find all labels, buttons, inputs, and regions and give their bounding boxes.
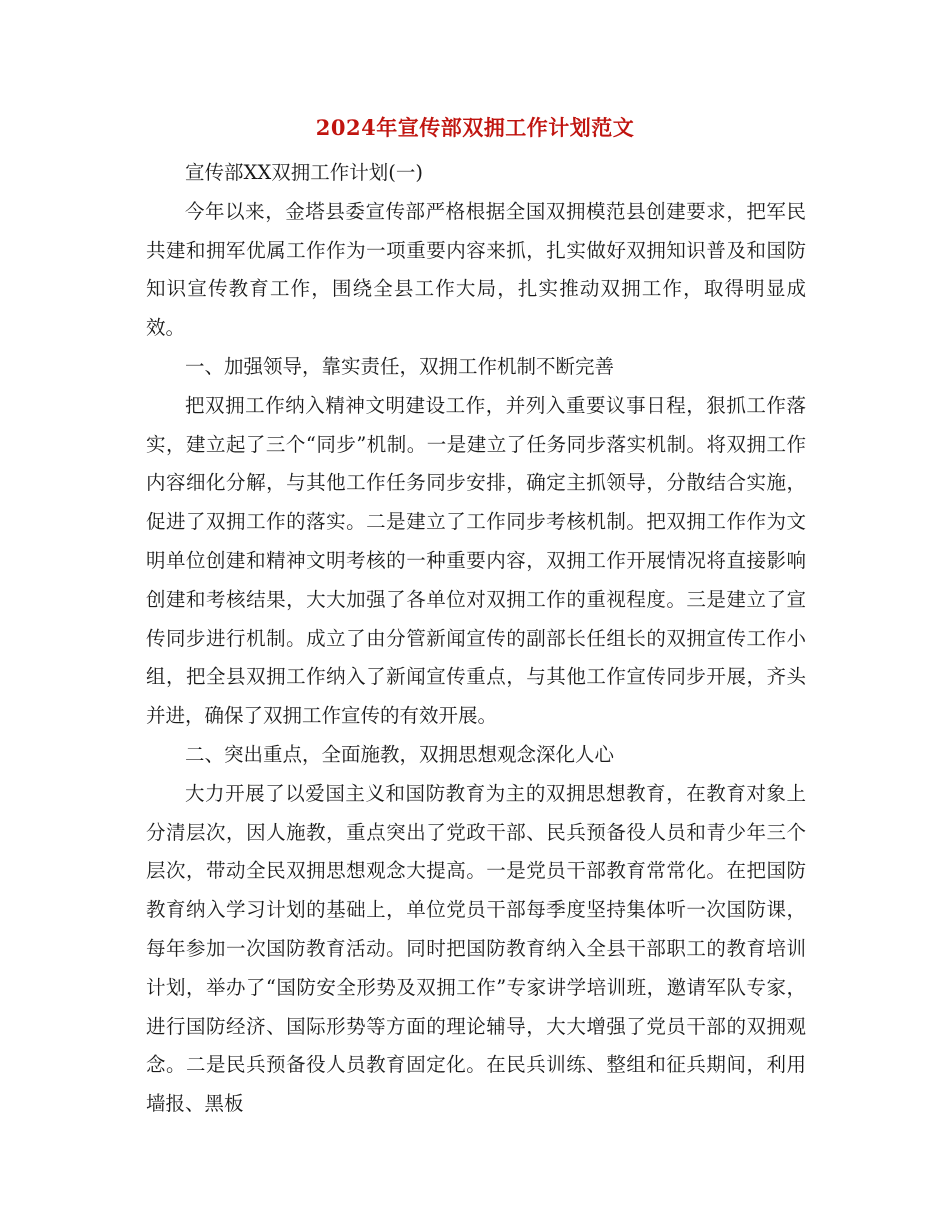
section-heading: 一、加强领导，靠实责任，双拥工作机制不断完善 (185, 354, 615, 378)
body-paragraph: 把双拥工作纳入精神文明建设工作，并列入重要议事日程，狠抓工作落实，建立起了三个“同步”机制。一是建立了任务同步落实机制。将双拥工作内容细化分解，与其他工作任务同步安排，确定主抓领导，分散结合实施，促进了双拥工作的落实。二是建立了工作同步考核机制。把双拥工作作为文明单位创建和精神文明考核的一种重要内容，双拥工作开展情况将直接影响创建和考核结果，大大加强了各单位对双拥工作的重视程度。三是建立了宣传同步进行机制。成立了由分管新闻宣传的副部长任组长的双拥宣传工作小组，把全县双拥工作纳入了新闻宣传重点，与其他工作宣传同步开展，齐头并进，确保了双拥工作宣传的有效开展。 (146, 393, 806, 728)
body-paragraph: 今年以来，金塔县委宣传部严格根据全国双拥模范县创建要求，把军民共建和拥军优属工作作为一项重要内容来抓，扎实做好双拥知识普及和国防知识宣传教育工作，围绕全县工作大局，扎实推动双拥工作，取得明显成效。 (146, 199, 806, 340)
document-body (146, 154, 806, 1124)
section-heading: 二、突出重点，全面施教，双拥思想观念深化人心 (185, 742, 615, 766)
document-title: 2024年宣传部双拥工作计划范文 (315, 115, 635, 140)
subtitle-paragraph: 宣传部XX双拥工作计划(一) (185, 161, 423, 184)
body-paragraph: 大力开展了以爱国主义和国防教育为主的双拥思想教育，在教育对象上分清层次，因人施教，重点突出了党政干部、民兵预备役人员和青少年三个层次，带动全民双拥思想观念大提高。一是党员干部教育常常化。在把国防教育纳入学习计划的基础上，单位党员干部每季度坚持集体听一次国防课，每年参加一次国防教育活动。同时把国防教育纳入全县干部职工的教育培训计划，举办了“国防安全形势及双拥工作”专家讲学培训班，邀请军队专家，进行国防经济、国际形势等方面的理论辅导，大大增强了党员干部的双拥观念。二是民兵预备役人员教育固定化。在民兵训练、整组和征兵期间，利用墙报、黑板 (146, 781, 806, 1116)
